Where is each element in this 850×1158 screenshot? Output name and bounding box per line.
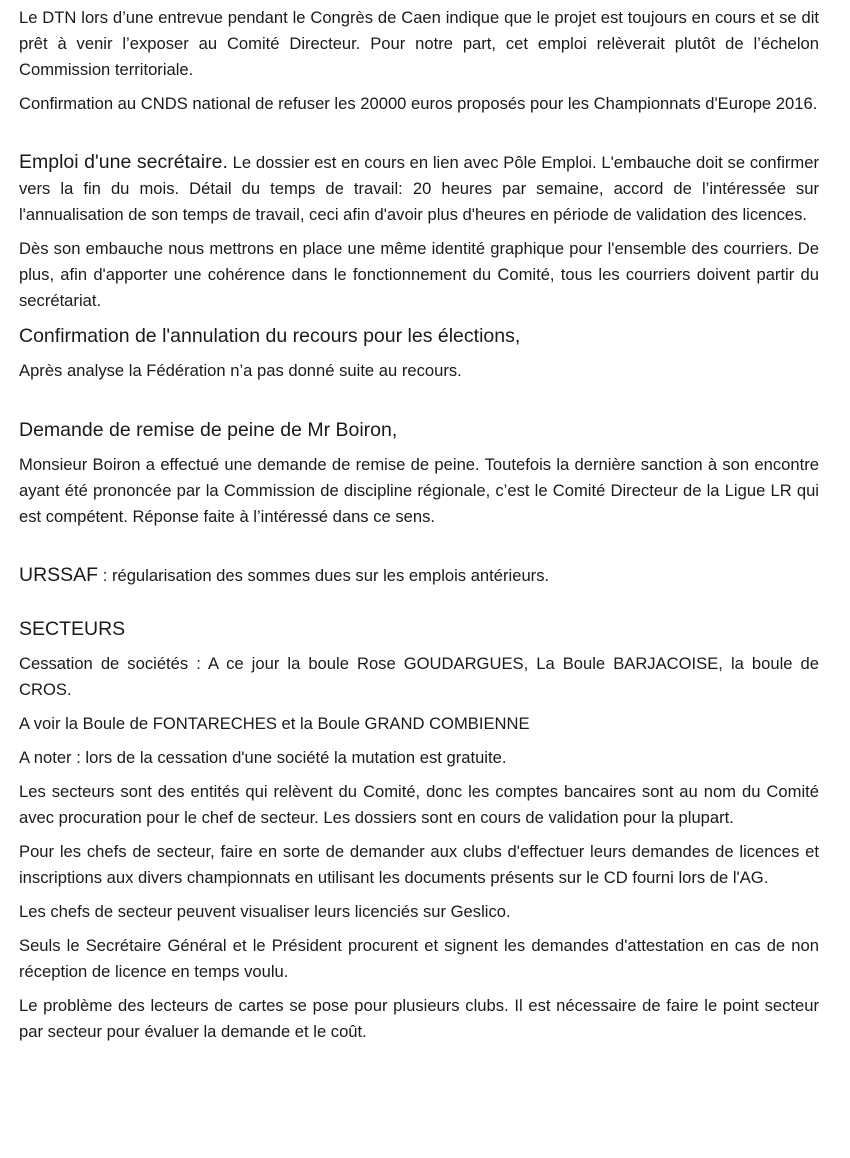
paragraph-chefs-secteur: Pour les chefs de secteur, faire en sorte de demander aux clubs d'effectuer leurs demandes de licences et inscriptions aux divers championnats en utilisant les documents présents sur le CD fourni lors de l'AG. (19, 842, 819, 887)
paragraph-graphic-identity: Dès son embauche nous mettrons en place une même identité graphique pour l'ensemble des courriers. De plus, afin d'apporter une cohérence dans le fonctionnement du Comité, tous les courriers doivent partir du secrétariat. (19, 239, 819, 310)
secretary-body: Le dossier est en cours en lien avec Pôle Emploi. L'embauche doit se confirmer vers la fin du mois. Détail du temps de travail: 20 heures par semaine, accord de l’intéressée sur l'annualisation de son temps de travail, ceci afin d'avoir plus d'heures en période de validation des licences. (19, 153, 820, 224)
heading-elections: Confirmation de l'annulation du recours pour les élections, (19, 325, 521, 347)
urssaf-body: : régularisation des sommes dues sur les emplois antérieurs. (98, 566, 550, 585)
paragraph-secretary (19, 149, 819, 228)
paragraph-attestation: Seuls le Secrétaire Général et le Président procurent et signent les demandes d'attestation en cas de non réception de licence en temps voulu. (19, 936, 819, 981)
paragraph-federation: Après analyse la Fédération n’a pas donné suite au recours. (19, 361, 462, 380)
paragraph-geslico: Les chefs de secteur peuvent visualiser leurs licenciés sur Geslico. (19, 902, 511, 921)
paragraph-cnds: Confirmation au CNDS national de refuser les 20000 euros proposés pour les Championnats d'Europe 2016. (19, 94, 818, 113)
heading-secteurs: SECTEURS (19, 618, 126, 640)
urssaf-lead: URSSAF (19, 564, 99, 586)
paragraph-dtn: Le DTN lors d’une entrevue pendant le Congrès de Caen indique que le projet est toujours en cours et se dit prêt à venir l’exposer au Comité Directeur. Pour notre part, cet emploi relèverait plutôt de l’échelon Commission territoriale. (19, 8, 819, 79)
heading-boiron: Demande de remise de peine de Mr Boiron, (19, 419, 398, 441)
secretary-lead: Emploi d'une secrétaire. (19, 151, 228, 173)
paragraph-cessation: Cessation de sociétés : A ce jour la boule Rose GOUDARGUES, La Boule BARJACOISE, la boule de CROS. (19, 654, 819, 699)
paragraph-urssaf (19, 562, 819, 589)
paragraph-a-noter: A noter : lors de la cessation d'une société la mutation est gratuite. (19, 748, 507, 767)
paragraph-boiron: Monsieur Boiron a effectué une demande de remise de peine. Toutefois la dernière sanction à son encontre ayant été prononcée par la Commission de discipline régionale, c’est le Comité Directeur de la Ligue LR qui est compétent. Réponse faite à l’intéressé dans ce sens. (19, 455, 819, 526)
paragraph-a-voir: A voir la Boule de FONTARECHES et la Boule GRAND COMBIENNE (19, 714, 530, 733)
paragraph-secteurs-entites: Les secteurs sont des entités qui relèvent du Comité, donc les comptes bancaires sont au nom du Comité avec procuration pour le chef de secteur. Les dossiers sont en cours de validation pour la plupart. (19, 782, 819, 827)
paragraph-lecteurs-cartes: Le problème des lecteurs de cartes se pose pour plusieurs clubs. Il est nécessaire de faire le point secteur par secteur pour évaluer la demande et le coût. (19, 996, 819, 1041)
